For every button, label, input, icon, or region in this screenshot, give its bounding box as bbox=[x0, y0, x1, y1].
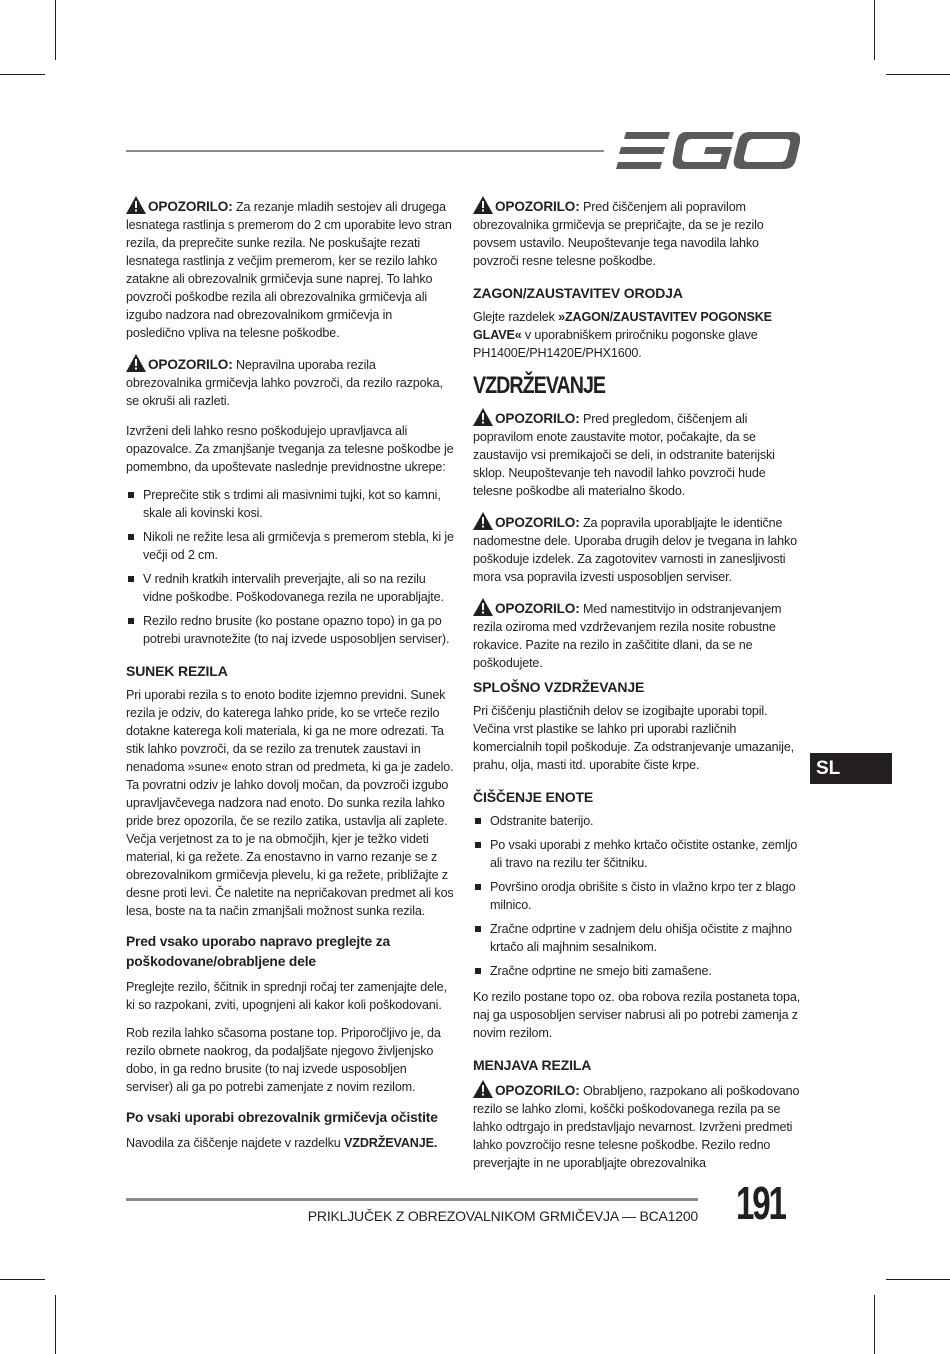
warning-text: Pred čiščenjem ali popravilom obrezovalnika grmičevja se prepričajte, da se je rezilo povsem ustavilo. Neupoštevanje tega navodila lahko povzroči resne telesne poškodbe. bbox=[473, 200, 764, 268]
paragraph: Rob rezila lahko sčasoma postane top. Priporočljivo je, da rezilo obrnete naokrog, da podaljšate njegovo življenjsko dobo, in ga redno brusite (to naj izvede usposobljen serviser) ali ga po potrebi zamenjate z novim rezilom. bbox=[126, 1026, 441, 1094]
warning-label: OPOZORILO: bbox=[495, 601, 580, 616]
crop-mark bbox=[886, 74, 950, 75]
footer-title: PRIKLJUČEK Z OBREZOVALNIKOM GRMIČEVJA — BCA1200 bbox=[307, 1208, 698, 1224]
crop-mark bbox=[0, 1279, 45, 1280]
warning-block bbox=[473, 196, 801, 270]
bullet-square-icon bbox=[475, 818, 481, 824]
list-item bbox=[473, 962, 801, 980]
list-item bbox=[126, 486, 454, 522]
bullet-list bbox=[473, 812, 801, 980]
warning-label: OPOZORILO: bbox=[495, 1083, 580, 1098]
paragraph: Preglejte rezilo, ščitnik in sprednji ročaj ter zamenjajte dele, ki so razpokani, zviti, upognjeni ali kakor koli poškodovani. bbox=[126, 980, 447, 1012]
paragraph-text: v uporabniškem priročniku pogonske glave PH1400E/PH1420E/PHX1600. bbox=[473, 328, 758, 360]
section-heading: ČIŠČENJE ENOTE bbox=[473, 789, 594, 805]
section-reference: »ZAGON/ZAUSTAVITEV POGONSKE GLAVE« bbox=[473, 310, 772, 342]
warning-triangle-icon bbox=[473, 1080, 493, 1098]
warning-label: OPOZORILO: bbox=[148, 199, 233, 214]
bullet-square-icon bbox=[128, 576, 134, 582]
warning-block bbox=[126, 354, 454, 410]
list-item-text: Površino orodja obrišite s čisto in vlažno krpo ter z blago milnico. bbox=[490, 880, 796, 912]
warning-label: OPOZORILO: bbox=[495, 515, 580, 530]
chapter-heading: VZDRŽEVANJE bbox=[473, 372, 606, 399]
warning-block bbox=[473, 408, 801, 500]
bullet-list bbox=[126, 486, 454, 648]
footer-rule bbox=[126, 1198, 698, 1201]
list-item-text: Zračne odprtine ne smejo biti zamašene. bbox=[490, 964, 712, 978]
warning-text: Med namestitvijo in odstranjevanjem rezila oziroma med vzdrževanjem rezila nosite robustne rokavice. Pazite na rezilo in zaščitite dlani, da se ne poškodujete. bbox=[473, 602, 782, 670]
list-item bbox=[473, 878, 801, 914]
crop-mark bbox=[55, 1295, 56, 1354]
bullet-square-icon bbox=[475, 926, 481, 932]
crop-mark bbox=[874, 1295, 875, 1354]
list-item bbox=[473, 836, 801, 872]
warning-label: OPOZORILO: bbox=[495, 411, 580, 426]
warning-block bbox=[473, 512, 801, 586]
crop-mark bbox=[874, 0, 875, 60]
warning-text: Za popravila uporabljajte le identične nadomestne dele. Uporaba drugih delov je tvegana in lahko poškoduje izdelek. Za zagotovitev varnosti in zanesljivosti mora vsa popravila izvesti usposobljen serviser. bbox=[473, 516, 798, 584]
warning-triangle-icon bbox=[473, 196, 493, 214]
crop-mark bbox=[55, 0, 56, 60]
section-heading: ZAGON/ZAUSTAVITEV ORODJA bbox=[473, 285, 683, 301]
list-item-text: Zračne odprtine v zadnjem delu ohišja očistite z majhno krtačo ali majhnim sesalnikom. bbox=[490, 922, 792, 954]
header-rule bbox=[126, 150, 604, 152]
paragraph: Pri čiščenju plastičnih delov se izogibajte uporabi topil. Večina vrst plastike se lahko pri uporabi različnih komercialnih topil poškoduje. Za odstranjevanje umazanije, prahu, olja, masti itd. uporabite čiste krpe. bbox=[473, 704, 795, 772]
subsection-heading: Po vsaki uporabi obrezovalnik grmičevja očistite bbox=[126, 1110, 438, 1125]
paragraph-text: Navodila za čiščenje najdete v razdelku bbox=[126, 1136, 341, 1150]
list-item-text: Rezilo redno brusite (ko postane opazno topo) in ga po potrebi uravnotežite (to naj izvede usposobljen serviser). bbox=[143, 614, 450, 646]
left-column bbox=[126, 196, 454, 1162]
crop-mark bbox=[0, 74, 45, 75]
warning-triangle-icon bbox=[473, 598, 493, 616]
list-item-text: Nikoli ne režite lesa ali grmičevja s premerom stebla, ki je večji od 2 cm. bbox=[143, 530, 454, 562]
list-item bbox=[126, 528, 454, 564]
paragraph: Izvrženi deli lahko resno poškodujejo upravljavca ali opazovalce. Za zmanjšanje tveganja za telesne poškodbe je pomembno, da upoštevate naslednje previdnostne ukrepe: bbox=[126, 424, 454, 474]
warning-block bbox=[473, 598, 801, 672]
bullet-square-icon bbox=[475, 842, 481, 848]
section-reference: VZDRŽEVANJE. bbox=[344, 1136, 438, 1150]
bullet-square-icon bbox=[128, 492, 134, 498]
section-heading: SUNEK REZILA bbox=[126, 663, 228, 679]
warning-text: Obrabljeno, razpokano ali poškodovano rezilo se lahko zlomi, koščki poškodovanega rezila pa se lahko odtrgajo in predstavljajo nevarnost. Izvrženi predmeti lahko povzročijo resne telesne poškodbe. Rezilo redno preverjajte in ne uporabljajte obrezovalnika bbox=[473, 1084, 800, 1170]
bullet-square-icon bbox=[475, 884, 481, 890]
warning-label: OPOZORILO: bbox=[495, 199, 580, 214]
warning-text: Pred pregledom, čiščenjem ali popravilom enote zaustavite motor, počakajte, da se zaustavijo vsi premikajoči se deli, in odstranite baterijski sklop. Neupoštevanje teh navodil lahko povzroči hude telesne poškodbe ali materialno škodo. bbox=[473, 412, 775, 498]
bullet-square-icon bbox=[128, 618, 134, 624]
warning-text: Nepravilna uporaba rezila obrezovalnika grmičevja lahko povzroči, da rezilo razpoka, se okruši ali razleti. bbox=[126, 358, 443, 408]
list-item bbox=[126, 570, 454, 606]
warning-label: OPOZORILO: bbox=[148, 357, 233, 372]
crop-mark bbox=[886, 1279, 950, 1280]
list-item bbox=[473, 812, 801, 830]
subsection-heading: Pred vsako uporabo napravo preglejte za poškodovane/obrabljene dele bbox=[126, 934, 391, 969]
list-item-text: Po vsaki uporabi z mehko krtačo očistite ostanke, zemljo ali travo na rezilu ter ščitniku. bbox=[490, 838, 798, 870]
paragraph bbox=[126, 1134, 454, 1152]
list-item bbox=[473, 920, 801, 956]
list-item-text: Odstranite baterijo. bbox=[490, 814, 594, 828]
list-item-text: V rednih kratkih intervalih preverjajte, ali so na rezilu vidne poškodbe. Poškodovanega rezila ne uporabljajte. bbox=[143, 572, 444, 604]
list-item bbox=[126, 612, 454, 648]
paragraph: Pri uporabi rezila s to enoto bodite izjemno previdni. Sunek rezila je odziv, do katerega lahko pride, ko se vrteče rezilo dotakne katerega koli materiala, ki ga ne more odrezati. Ta stik lahko povzroči, da se rezilo za trenutek zaustavi in nenadoma »sune« enoto stran od predmeta, ki ga je zadelo. Ta povratni odziv je lahko dovolj močan, da povzroči izgubo upravljavčevega nadzora nad enoto. Do sunka rezila lahko pride brez opozorila, če se rezilo zatika, ustavlja ali zaplete. Večja verjetnost za to je na območjih, kjer je težko videti material, ki ga režete. Za enostavno in varno rezanje se z obrezovalnikom grmičevja plevelu, ki ga režete, približajte z desne proti levi. Če naletite na nepričakovan predmet ali kos lesa, boste na ta način zmanjšali možnost sunka rezila. bbox=[126, 688, 454, 918]
warning-text: Za rezanje mladih sestojev ali drugega lesnatega rastlinja s premerom do 2 cm uporabite levo stran rezila, da preprečite sunke rezila. Ne poskušajte rezati lesnatega rastlinja z večjim premerom, ker se rezilo lahko zatakne ali obrezovalnik grmičevja sune naprej. To lahko povzroči poškodbe rezila ali obrezovalnika grmičevja ali izgubo nadzora nad obrezovalnikom grmičevja in posledično vpliva na telesne poškodbe. bbox=[126, 200, 452, 340]
warning-triangle-icon bbox=[126, 196, 146, 214]
warning-triangle-icon bbox=[473, 512, 493, 530]
warning-triangle-icon bbox=[473, 408, 493, 426]
section-heading: MENJAVA REZILA bbox=[473, 1057, 592, 1073]
language-tab: SL bbox=[810, 753, 892, 784]
warning-triangle-icon bbox=[126, 354, 146, 372]
paragraph-text: Glejte razdelek bbox=[473, 310, 555, 324]
warning-block bbox=[126, 196, 454, 342]
paragraph: Ko rezilo postane topo oz. oba robova rezila postaneta topa, naj ga usposobljen serviser nabrusi ali po potrebi zamenja z novim rezilom. bbox=[473, 990, 801, 1040]
bullet-square-icon bbox=[475, 968, 481, 974]
right-column bbox=[473, 196, 801, 1184]
paragraph bbox=[473, 308, 801, 362]
section-heading: SPLOŠNO VZDRŽEVANJE bbox=[473, 679, 645, 695]
bullet-square-icon bbox=[128, 534, 134, 540]
page-number: 191 bbox=[736, 1177, 785, 1229]
list-item-text: Preprečite stik s trdimi ali masivnimi tujki, kot so kamni, skale ali kovinski kosi. bbox=[143, 488, 441, 520]
ego-logo bbox=[616, 130, 800, 172]
warning-block bbox=[473, 1080, 801, 1172]
